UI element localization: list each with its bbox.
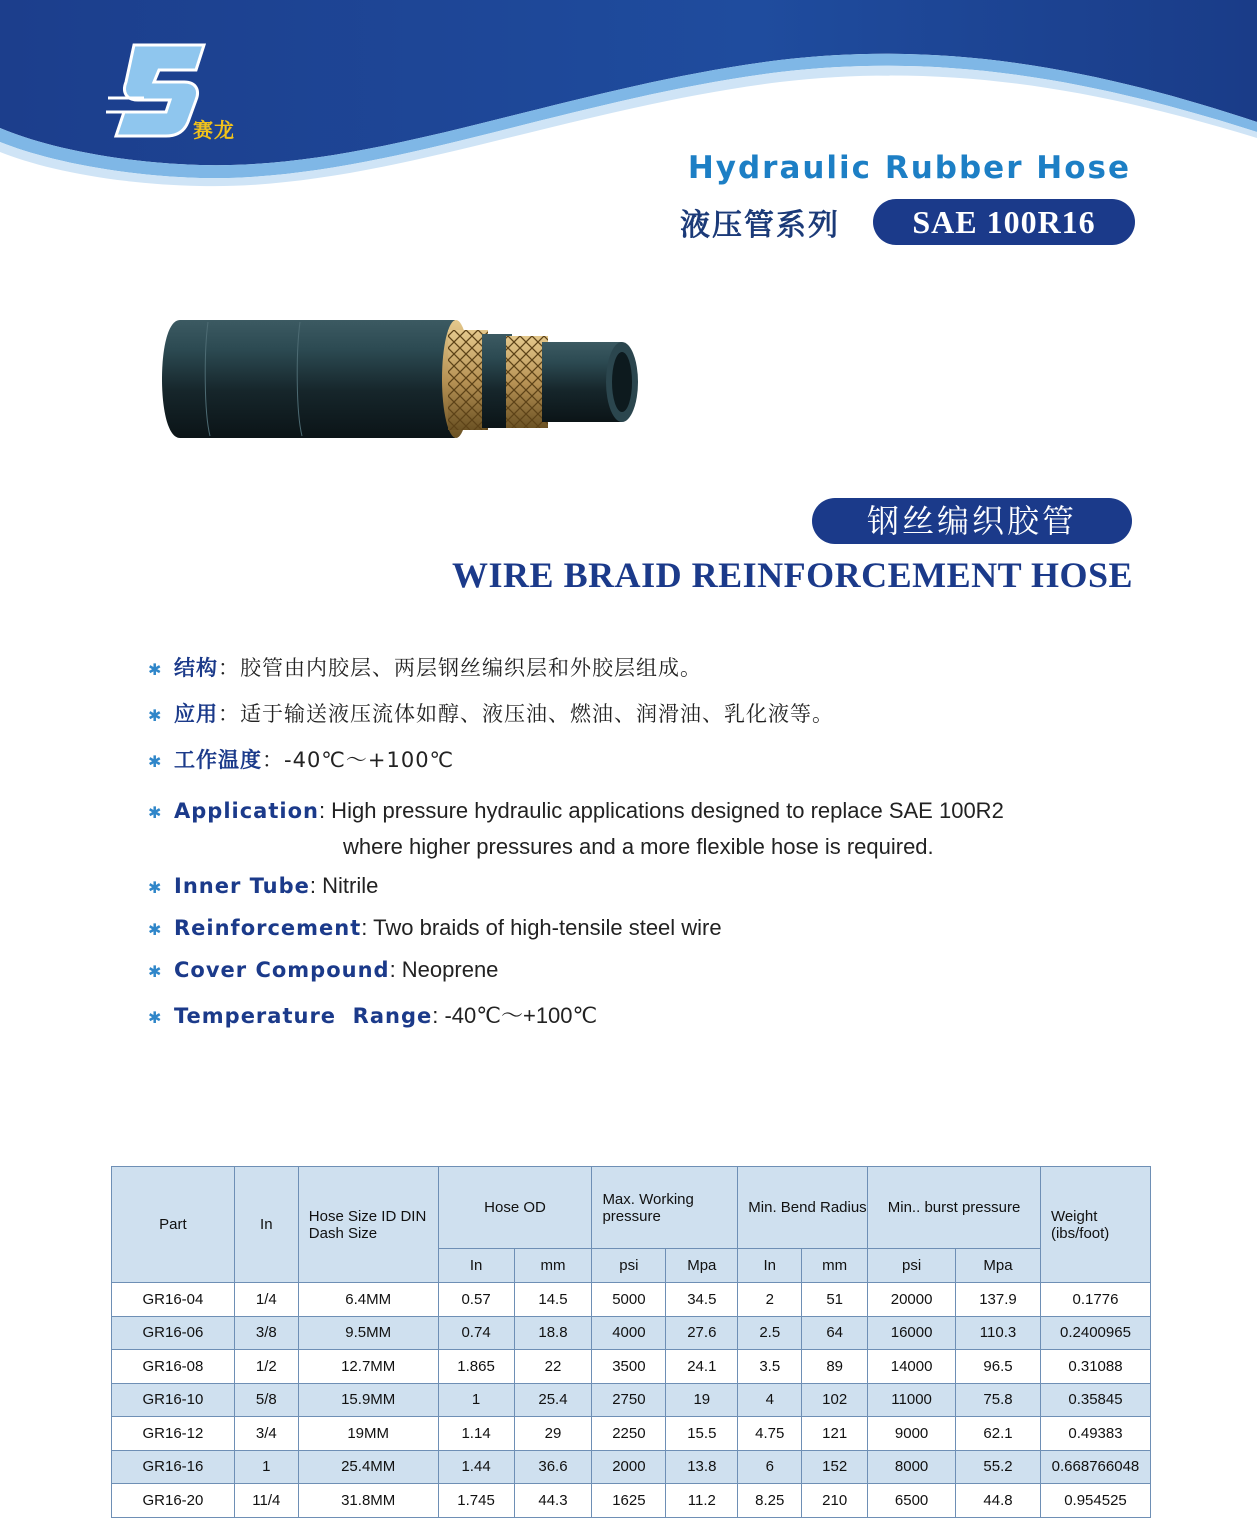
table-cell: 89 [802, 1350, 868, 1384]
table-row [112, 1450, 1151, 1484]
table-body [112, 1283, 1151, 1518]
spec-cn-structure: ✱ 结构：胶管由内胶层、两层钢丝编织层和外胶层组成。 [148, 656, 702, 680]
table-cell: 5/8 [234, 1383, 298, 1417]
subheader-bend-mm: mm [802, 1249, 868, 1283]
table-cell: 2000 [592, 1450, 666, 1484]
bullet-star-icon: ✱ [148, 660, 163, 679]
table-cell: 210 [802, 1484, 868, 1518]
col-header-min-burst: Min.. burst pressure [868, 1167, 1041, 1249]
spec-table [111, 1166, 1151, 1518]
table-cell: 0.2400965 [1040, 1316, 1150, 1350]
bullet-star-icon: ✱ [148, 706, 163, 725]
subheader-burst-mpa: Mpa [956, 1249, 1041, 1283]
table-cell: 55.2 [956, 1450, 1041, 1484]
table-cell: 1.865 [438, 1350, 514, 1384]
table-cell: 27.6 [666, 1316, 738, 1350]
table-cell: GR16-16 [112, 1450, 235, 1484]
table-cell: 15.9MM [298, 1383, 438, 1417]
table-cell: 3/4 [234, 1417, 298, 1451]
table-cell: 0.1776 [1040, 1283, 1150, 1317]
page-title-en: Hydraulic Rubber Hose [687, 150, 1131, 186]
table-cell: GR16-20 [112, 1484, 235, 1518]
table-cell: GR16-12 [112, 1417, 235, 1451]
table-row [112, 1283, 1151, 1317]
spec-inner-tube: ✱ Inner Tube: Nitrile [148, 873, 379, 898]
table-cell: 31.8MM [298, 1484, 438, 1518]
table-cell: 0.954525 [1040, 1484, 1150, 1518]
table-cell: 96.5 [956, 1350, 1041, 1384]
bullet-star-icon: ✱ [148, 1010, 162, 1027]
subheader-od-mm: mm [514, 1249, 592, 1283]
table-row [112, 1316, 1151, 1350]
table-cell: GR16-10 [112, 1383, 235, 1417]
table-cell: 4000 [592, 1316, 666, 1350]
table-cell: 1/2 [234, 1350, 298, 1384]
table-cell: 110.3 [956, 1316, 1041, 1350]
table-cell: 4.75 [738, 1417, 802, 1451]
table-cell: 11.2 [666, 1484, 738, 1518]
table-cell: 1 [234, 1450, 298, 1484]
col-header-weight: Weight (ibs/foot) [1040, 1167, 1150, 1283]
page-title-cn: 液压管系列 [680, 208, 840, 243]
table-cell: 3/8 [234, 1316, 298, 1350]
table-cell: 2250 [592, 1417, 666, 1451]
logo-text: 赛龙 [193, 118, 235, 142]
table-cell: 15.5 [666, 1417, 738, 1451]
bullet-star-icon: ✱ [148, 922, 162, 939]
table-cell: 0.668766048 [1040, 1450, 1150, 1484]
table-cell: 14000 [868, 1350, 956, 1384]
table-cell: 0.74 [438, 1316, 514, 1350]
table-cell: 137.9 [956, 1283, 1041, 1317]
table-cell: 1.14 [438, 1417, 514, 1451]
table-row [112, 1383, 1151, 1417]
spec-cn-temperature: ✱ 工作温度：-40℃～+100℃ [148, 748, 455, 772]
spec-temperature-range: ✱ Temperature Range: -40℃～+100℃ [148, 1003, 598, 1028]
table-cell: 13.8 [666, 1450, 738, 1484]
table-cell: 1.745 [438, 1484, 514, 1518]
table-cell: 25.4 [514, 1383, 592, 1417]
table-cell: GR16-04 [112, 1283, 235, 1317]
subheader-bend-in: In [738, 1249, 802, 1283]
table-cell: GR16-06 [112, 1316, 235, 1350]
spec-reinforcement: ✱ Reinforcement: Two braids of high-tensile steel wire [148, 915, 722, 940]
table-cell: 0.31088 [1040, 1350, 1150, 1384]
section-title-en: WIRE BRAID REINFORCEMENT HOSE [452, 555, 1133, 595]
table-cell: 51 [802, 1283, 868, 1317]
table-cell: 12.7MM [298, 1350, 438, 1384]
table-cell: 2 [738, 1283, 802, 1317]
table-cell: 62.1 [956, 1417, 1041, 1451]
table-cell: GR16-08 [112, 1350, 235, 1384]
table-cell: 6 [738, 1450, 802, 1484]
col-header-max-working: Max. Working pressure [592, 1167, 738, 1249]
table-cell: 19MM [298, 1417, 438, 1451]
section-title-cn: 钢丝编织胶管 [812, 498, 1132, 544]
bullet-star-icon: ✱ [148, 752, 163, 771]
table-cell: 25.4MM [298, 1450, 438, 1484]
table-cell: 102 [802, 1383, 868, 1417]
table-row [112, 1417, 1151, 1451]
table-cell: 14.5 [514, 1283, 592, 1317]
table-cell: 3.5 [738, 1350, 802, 1384]
table-cell: 2.5 [738, 1316, 802, 1350]
table-cell: 1/4 [234, 1283, 298, 1317]
subheader-working-mpa: Mpa [666, 1249, 738, 1283]
col-header-hose-size: Hose Size ID DIN Dash Size [298, 1167, 438, 1283]
table-cell: 6500 [868, 1484, 956, 1518]
table-cell: 34.5 [666, 1283, 738, 1317]
table-cell: 8000 [868, 1450, 956, 1484]
bullet-star-icon: ✱ [148, 964, 162, 981]
table-cell: 64 [802, 1316, 868, 1350]
table-cell: 75.8 [956, 1383, 1041, 1417]
table-cell: 121 [802, 1417, 868, 1451]
table-cell: 3500 [592, 1350, 666, 1384]
subheader-od-in: In [438, 1249, 514, 1283]
table-cell: 16000 [868, 1316, 956, 1350]
hose-product-image [160, 312, 650, 452]
spec-application-line2: where higher pressures and a more flexible hose is required. [343, 834, 934, 859]
col-header-in: In [234, 1167, 298, 1283]
table-cell: 11/4 [234, 1484, 298, 1518]
table-cell: 19 [666, 1383, 738, 1417]
table-cell: 8.25 [738, 1484, 802, 1518]
table-cell: 1625 [592, 1484, 666, 1518]
spec-application: ✱ Application: High pressure hydraulic applications designed to replace SAE 100R2 [148, 798, 1004, 823]
table-cell: 44.8 [956, 1484, 1041, 1518]
table-cell: 11000 [868, 1383, 956, 1417]
table-cell: 44.3 [514, 1484, 592, 1518]
table-cell: 4 [738, 1383, 802, 1417]
table-cell: 9.5MM [298, 1316, 438, 1350]
standard-badge: SAE 100R16 [873, 199, 1135, 245]
bullet-star-icon: ✱ [148, 805, 162, 822]
table-cell: 24.1 [666, 1350, 738, 1384]
table-cell: 5000 [592, 1283, 666, 1317]
col-header-part: Part [112, 1167, 235, 1283]
table-cell: 22 [514, 1350, 592, 1384]
table-cell: 29 [514, 1417, 592, 1451]
table-row [112, 1350, 1151, 1384]
table-cell: 2750 [592, 1383, 666, 1417]
table-cell: 18.8 [514, 1316, 592, 1350]
table-cell: 1 [438, 1383, 514, 1417]
table-cell: 6.4MM [298, 1283, 438, 1317]
table-cell: 0.49383 [1040, 1417, 1150, 1451]
col-header-hose-od: Hose OD [438, 1167, 592, 1249]
table-cell: 0.35845 [1040, 1383, 1150, 1417]
bullet-star-icon: ✱ [148, 880, 162, 897]
table-cell: 36.6 [514, 1450, 592, 1484]
subheader-working-psi: psi [592, 1249, 666, 1283]
table-cell: 152 [802, 1450, 868, 1484]
table-cell: 1.44 [438, 1450, 514, 1484]
table-cell: 9000 [868, 1417, 956, 1451]
table-cell: 20000 [868, 1283, 956, 1317]
col-header-min-bend: Min. Bend Radius [738, 1167, 868, 1249]
subheader-burst-psi: psi [868, 1249, 956, 1283]
table-row [112, 1484, 1151, 1518]
table-cell: 0.57 [438, 1283, 514, 1317]
spec-cn-application: ✱ 应用：适于输送液压流体如醇、液压油、燃油、润滑油、乳化液等。 [148, 702, 834, 726]
spec-cover-compound: ✱ Cover Compound: Neoprene [148, 957, 499, 982]
